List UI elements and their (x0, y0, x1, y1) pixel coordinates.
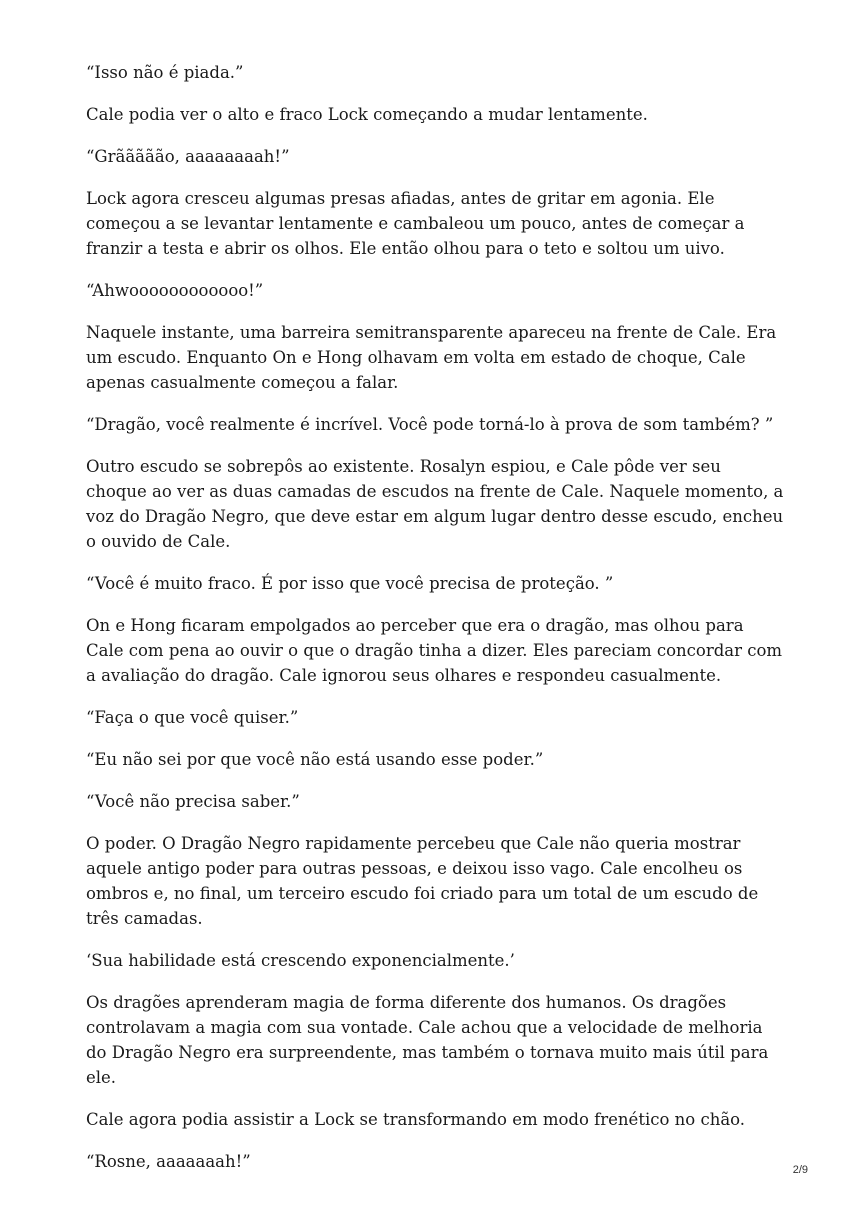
paragraph: Os dragões aprenderam magia de forma diferente dos humanos. Os dragões controlavam a magia com sua vontade. Cale achou que a velocidade de melhoria do Dragão Negro era surpreendente, mas também o tornava muito mais útil para ele. (86, 993, 769, 1087)
paragraph: “Dragão, você realmente é incrível. Você pode torná-lo à prova de som também? ” (86, 415, 774, 434)
paragraph: On e Hong ficaram empolgados ao perceber que era o dragão, mas olhou para Cale com pena ao ouvir o que o dragão tinha a dizer. Eles pareciam concordar com a avaliação do dragão. Cale ignorou seus olhares e respondeu casualmente. (86, 616, 783, 685)
paragraph: Cale agora podia assistir a Lock se transformando em modo frenético no chão. (86, 1110, 746, 1129)
paragraph: “Eu não sei por que você não está usando esse poder.” (86, 750, 544, 769)
paragraph: ‘Sua habilidade está crescendo exponencialmente.’ (86, 951, 515, 970)
page-number: 2/9 (792, 1164, 808, 1176)
paragraph: “Você é muito fraco. É por isso que você precisa de proteção. ” (86, 574, 614, 593)
paragraph: “Ahwoooooooooooo!” (86, 281, 264, 300)
paragraph: “Rosne, aaaaaaah!” (86, 1152, 251, 1171)
paragraph: “Faça o que você quiser.” (86, 708, 299, 727)
paragraph: “Você não precisa saber.” (86, 792, 300, 811)
document-body (86, 60, 786, 1191)
paragraph: “Isso não é piada.” (86, 63, 244, 82)
paragraph: “Grããããão, aaaaaaaah!” (86, 147, 290, 166)
paragraph: Naquele instante, uma barreira semitransparente apareceu na frente de Cale. Era um escudo. Enquanto On e Hong olhavam em volta em estado de choque, Cale apenas casualmente começou a falar. (86, 323, 777, 392)
paragraph: O poder. O Dragão Negro rapidamente percebeu que Cale não queria mostrar aquele antigo poder para outras pessoas, e deixou isso vago. Cale encolheu os ombros e, no final, um terceiro escudo foi criado para um total de um escudo de três camadas. (86, 834, 759, 928)
paragraph: Lock agora cresceu algumas presas afiadas, antes de gritar em agonia. Ele começou a se levantar lentamente e cambaleou um pouco, antes de começar a franzir a testa e abrir os olhos. Ele então olhou para o teto e soltou um uivo. (86, 189, 745, 258)
paragraph: Cale podia ver o alto e fraco Lock começando a mudar lentamente. (86, 105, 648, 124)
paragraph: Outro escudo se sobrepôs ao existente. Rosalyn espiou, e Cale pôde ver seu choque ao ver as duas camadas de escudos na frente de Cale. Naquele momento, a voz do Dragão Negro, que deve estar em algum lugar dentro desse escudo, encheu o ouvido de Cale. (86, 457, 784, 551)
